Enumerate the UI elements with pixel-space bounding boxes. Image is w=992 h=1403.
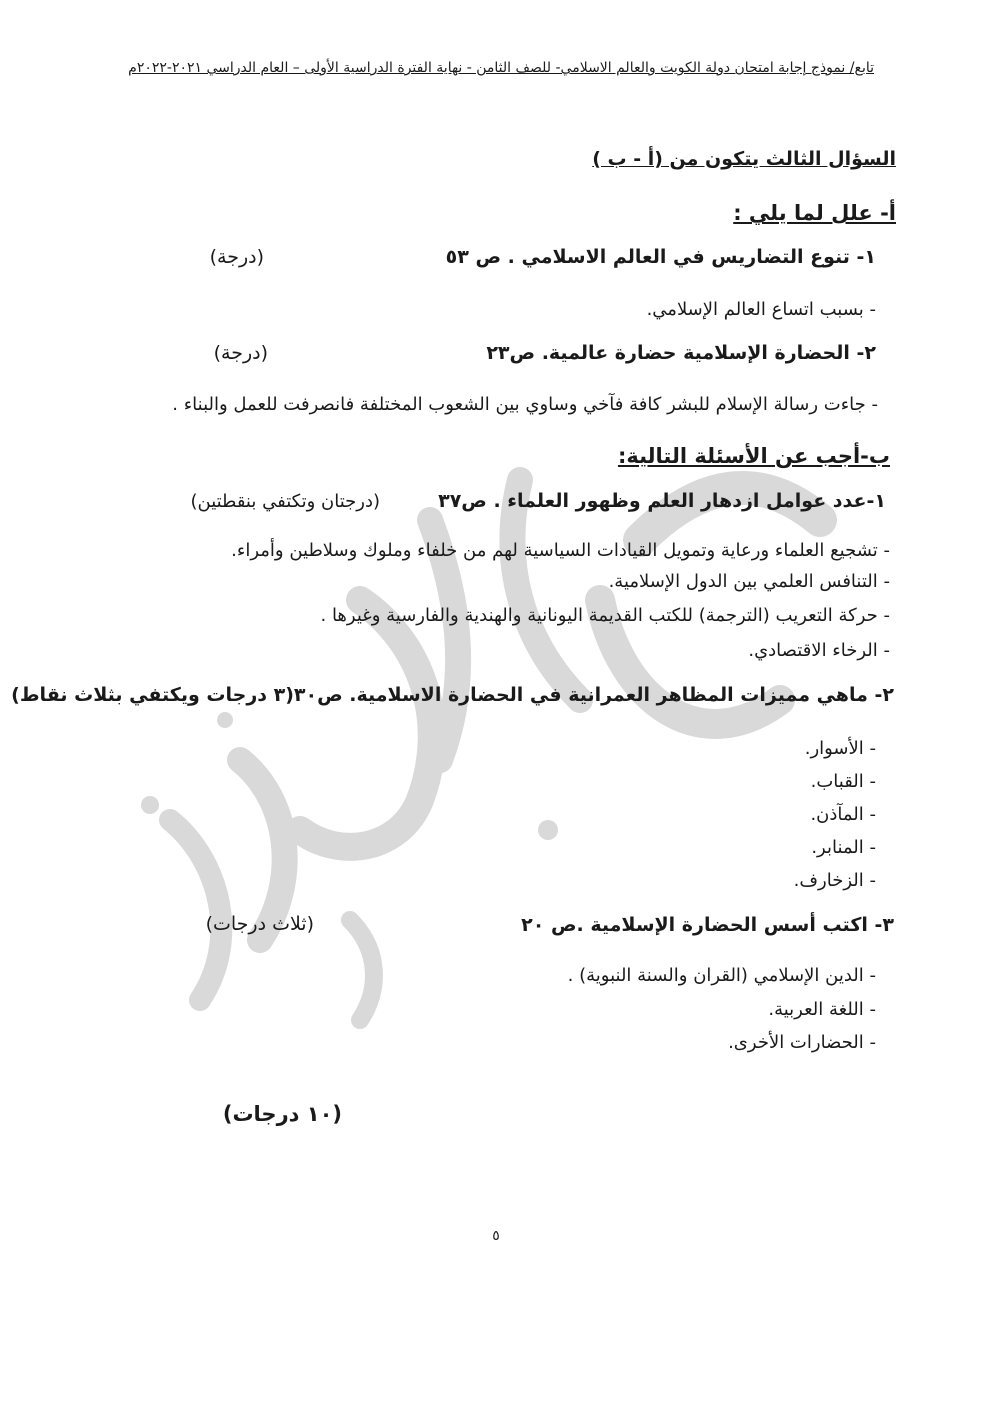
part-a-q1-answer: - بسبب اتساع العالم الإسلامي. xyxy=(646,299,876,320)
part-b-title: ب-أجب عن الأسئلة التالية: xyxy=(617,444,890,468)
page-number: ٥ xyxy=(492,1228,500,1244)
part-a-q1: ١- تنوع التضاريس في العالم الاسلامي . ص ٥٣ xyxy=(445,246,876,268)
part-a-q2-answer: - جاءت رسالة الإسلام للبشر كافة فآخي وساوي بين الشعوب المختلفة فانصرفت للعمل والبناء . xyxy=(172,394,878,415)
part-a-q2-marks: (درجة) xyxy=(213,342,268,364)
list-item: - الأسوار. xyxy=(804,738,876,759)
part-a-q2: ٢- الحضارة الإسلامية حضارة عالمية. ص٢٣ xyxy=(486,342,876,364)
list-item: - الحضارات الأخرى. xyxy=(728,1032,876,1053)
part-a-q1-marks: (درجة) xyxy=(209,246,264,268)
part-a-title: أ- علل لما يلي : xyxy=(733,201,896,225)
question-title: السؤال الثالث يتكون من (أ - ب ) xyxy=(592,148,896,170)
list-item: - المآذن. xyxy=(810,804,876,825)
part-b-q2: ٢- ماهي مميزات المظاهر العمرانية في الحضارة الاسلامية. ص٣٠(٣ درجات ويكتفي بثلاث نقاط) xyxy=(11,684,894,706)
list-item: - المنابر. xyxy=(811,837,876,858)
list-item: - تشجيع العلماء ورعاية وتمويل القيادات السياسية لهم من خلفاء وملوك وسلاطين وأمراء. xyxy=(231,540,890,561)
list-item: - حركة التعريب (الترجمة) للكتب القديمة اليونانية والهندية والفارسية وغيرها . xyxy=(320,605,890,626)
list-item: - الرخاء الاقتصادي. xyxy=(748,640,890,661)
list-item: - القباب. xyxy=(810,771,876,792)
list-item: - التنافس العلمي بين الدول الإسلامية. xyxy=(608,571,890,592)
part-b-q3-marks: (ثلاث درجات) xyxy=(205,913,314,935)
part-b-q3: ٣- اكتب أسس الحضارة الإسلامية .ص ٢٠ xyxy=(521,914,894,936)
part-b-q1-marks: (درجتان وتكتفي بنقطتين) xyxy=(190,491,380,512)
list-item: - اللغة العربية. xyxy=(768,999,876,1020)
total-marks: (١٠ درجات) xyxy=(222,1102,342,1126)
part-b-q1: ١-عدد عوامل ازدهار العلم وظهور العلماء . ص٣٧ xyxy=(438,490,886,512)
list-item: - الزخارف. xyxy=(793,870,876,891)
list-item: - الدين الإسلامي (القران والسنة النبوية) . xyxy=(567,965,876,986)
page-header: تابع/ نموذج إجابة امتحان دولة الكويت والعالم الاسلامي- للصف الثامن - نهاية الفترة الدراسية الأولى – العام الدراسي ٢٠٢١-٢٠٢٢م xyxy=(128,60,874,76)
